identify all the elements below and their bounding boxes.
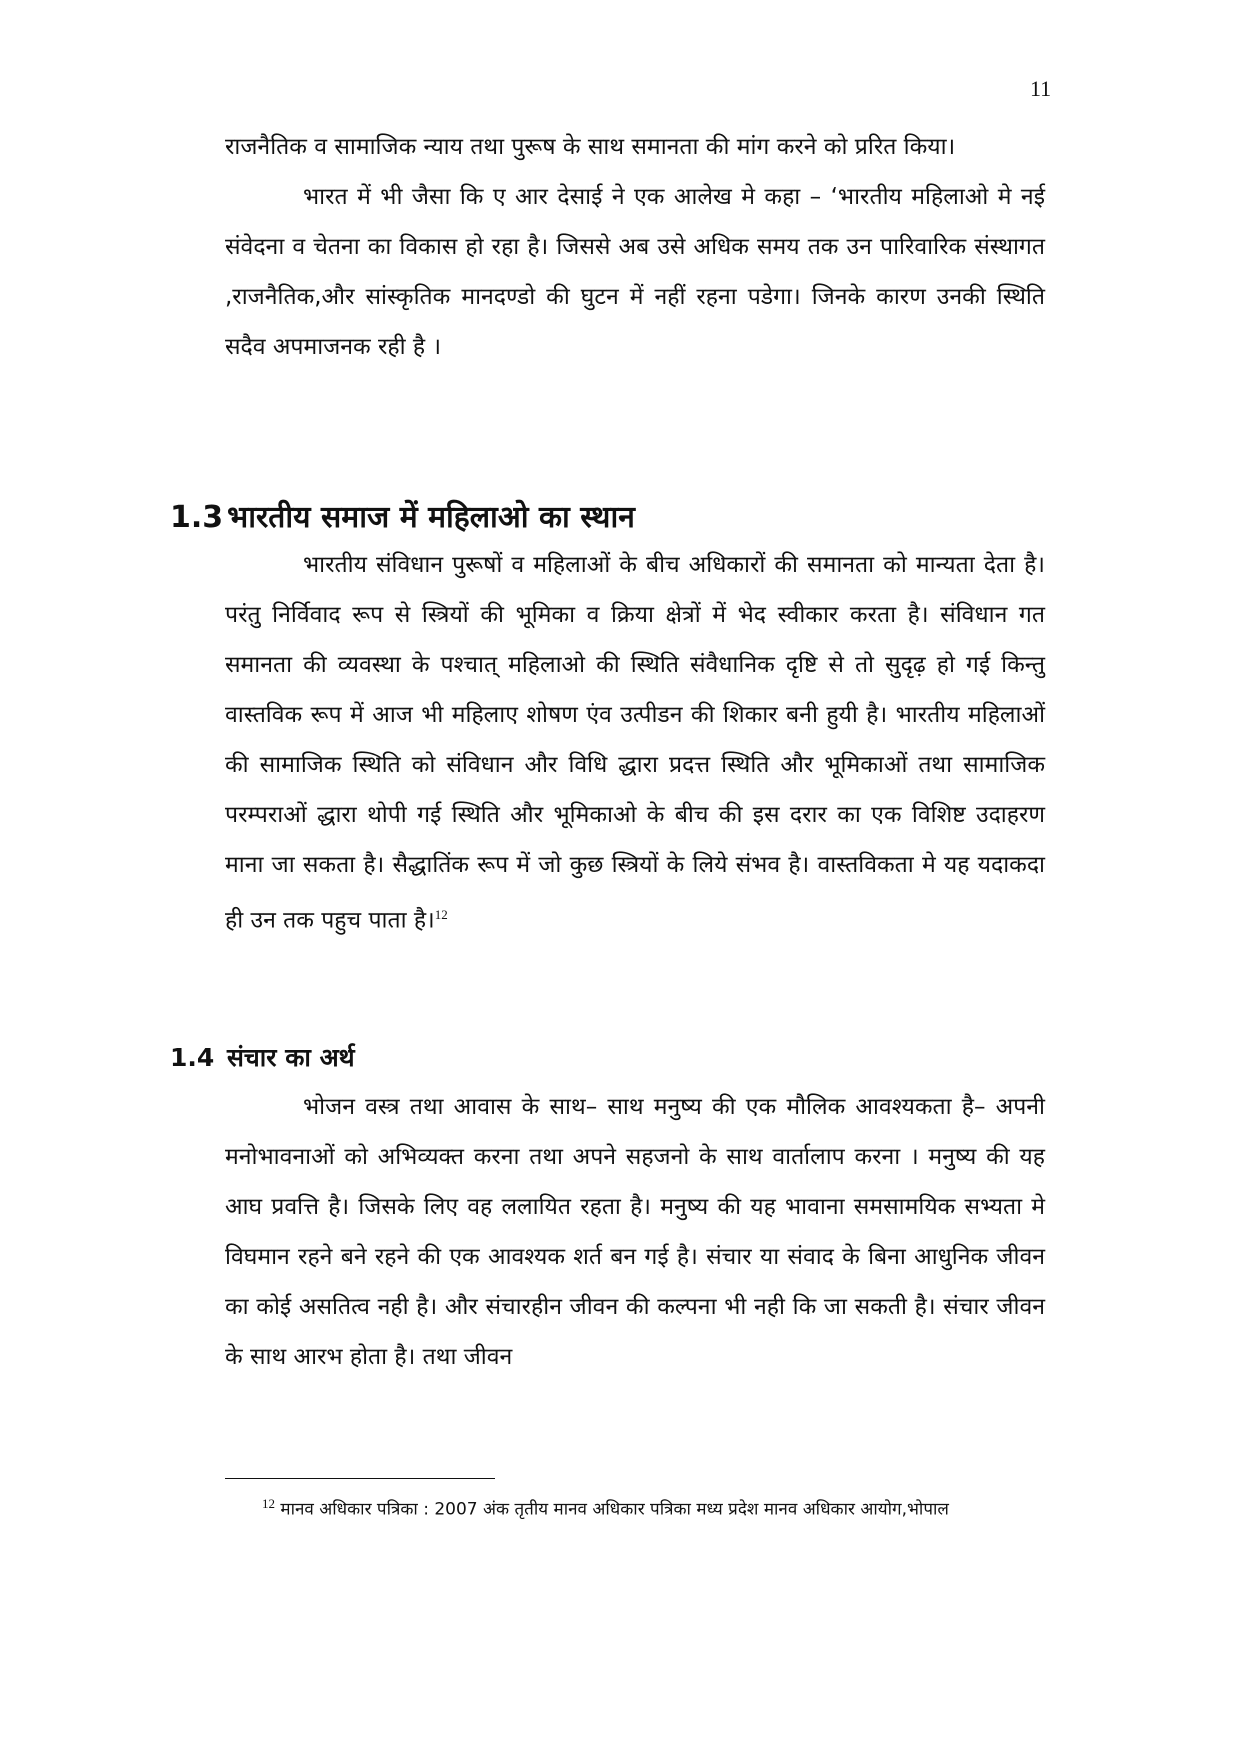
section-title: संचार का अर्थ: [227, 1043, 355, 1072]
paragraph-section-1-4: भोजन वस्त्र तथा आवास के साथ– साथ मनुष्य की एक मौलिक आवश्यकता है– अपनी मनोभावनाओं को अभिव्यक्त करना तथा अपने सहजनो के साथ वार्तालाप करना । मनुष्य की यह आघ प्रवत्ति है। जिसके लिए वह ललायित रहता है। मनुष्य की यह भावाना समसामयिक सभ्यता मे विघमान रहने बने रहने की एक आवश्यक शर्त बन गई है। संचार या संवाद के बिना आधुनिक जीवन का कोई असतित्व नही है। और संचारहीन जीवन की कल्पना भी नही कि जा सकती है। संचार जीवन के साथ आरभ होता है। तथा जीवन: [225, 1094, 1045, 1370]
section-1-4-body: [225, 1082, 1045, 1382]
section-1-3-body: [225, 540, 1045, 946]
intro-block: [225, 122, 1045, 372]
footnote-separator: [225, 1478, 495, 1479]
section-heading-1-4: [170, 1040, 355, 1074]
footnote: [262, 1490, 1042, 1524]
paragraph-desai-quote: भारत में भी जैसा कि ए आर देसाई ने एक आलेख मे कहा – ‘भारतीय महिलाओ मे नई संवेदना व चेतना का विकास हो रहा है। जिससे अब उसे अधिक समय तक उन पारिवारिक संस्थागत ,राजनैतिक,और सांस्कृतिक मानदण्डो की घुटन में नहीं रहना पडेगा। जिनके कारण उनकी स्थिति सदैव अपमाजनक रही है ।: [225, 184, 1045, 360]
section-heading-1-3: [170, 495, 635, 536]
footnote-text: मानव अधिकार पत्रिका : 2007 अंक तृतीय मानव अधिकार पत्रिका मध्य प्रदेश मानव अधिकार आयोग,भोपाल: [280, 1499, 949, 1520]
paragraph-text: भारतीय संविधान पुरूषों व महिलाओं के बीच अधिकारों की समानता को मान्यता देता है। परंतु निर्विवाद रूप से स्त्रियों की भूमिका व क्रिया क्षेत्रों में भेद स्वीकार करता है। संविधान गत समानता की व्यवस्था के पश्चात् महिलाओ की स्थिति संवैधानिक दृष्टि से तो सुदृढ़ हो गई किन्तु वास्तविक रूप में आज भी महिलाए शोषण एंव उत्पीडन की शिकार बनी हुयी है। भारतीय महिलाओं की सामाजिक स्थिति को संविधान और विधि द्धारा प्रदत्त स्थिति और भूमिकाओं तथा सामाजिक परम्पराओं द्धारा थोपी गई स्थिति और भूमिकाओ के बीच की इस दरार का एक विशिष्ट उदाहरण माना जा सकता है। सैद्धातिंक रूप में जो कुछ स्त्रियों के लिये संभव है। वास्तविकता मे यह यदाकदा ही उन तक पहुच पाता है।: [225, 552, 1045, 934]
footnote-reference: 12: [434, 907, 448, 922]
footnote-marker: 12: [262, 1496, 275, 1511]
paragraph-section-1-3: [225, 540, 1045, 946]
section-number: 1.4: [170, 1043, 215, 1072]
section-number: 1.3: [170, 500, 224, 535]
section-title: भारतीय समाज में महिलाओ का स्थान: [227, 500, 635, 535]
paragraph-continuation: राजनैतिक व सामाजिक न्याय तथा पुरूष के साथ समानता की मांग करने को प्ररित किया।: [225, 134, 956, 160]
page-number: 11: [1030, 76, 1052, 101]
